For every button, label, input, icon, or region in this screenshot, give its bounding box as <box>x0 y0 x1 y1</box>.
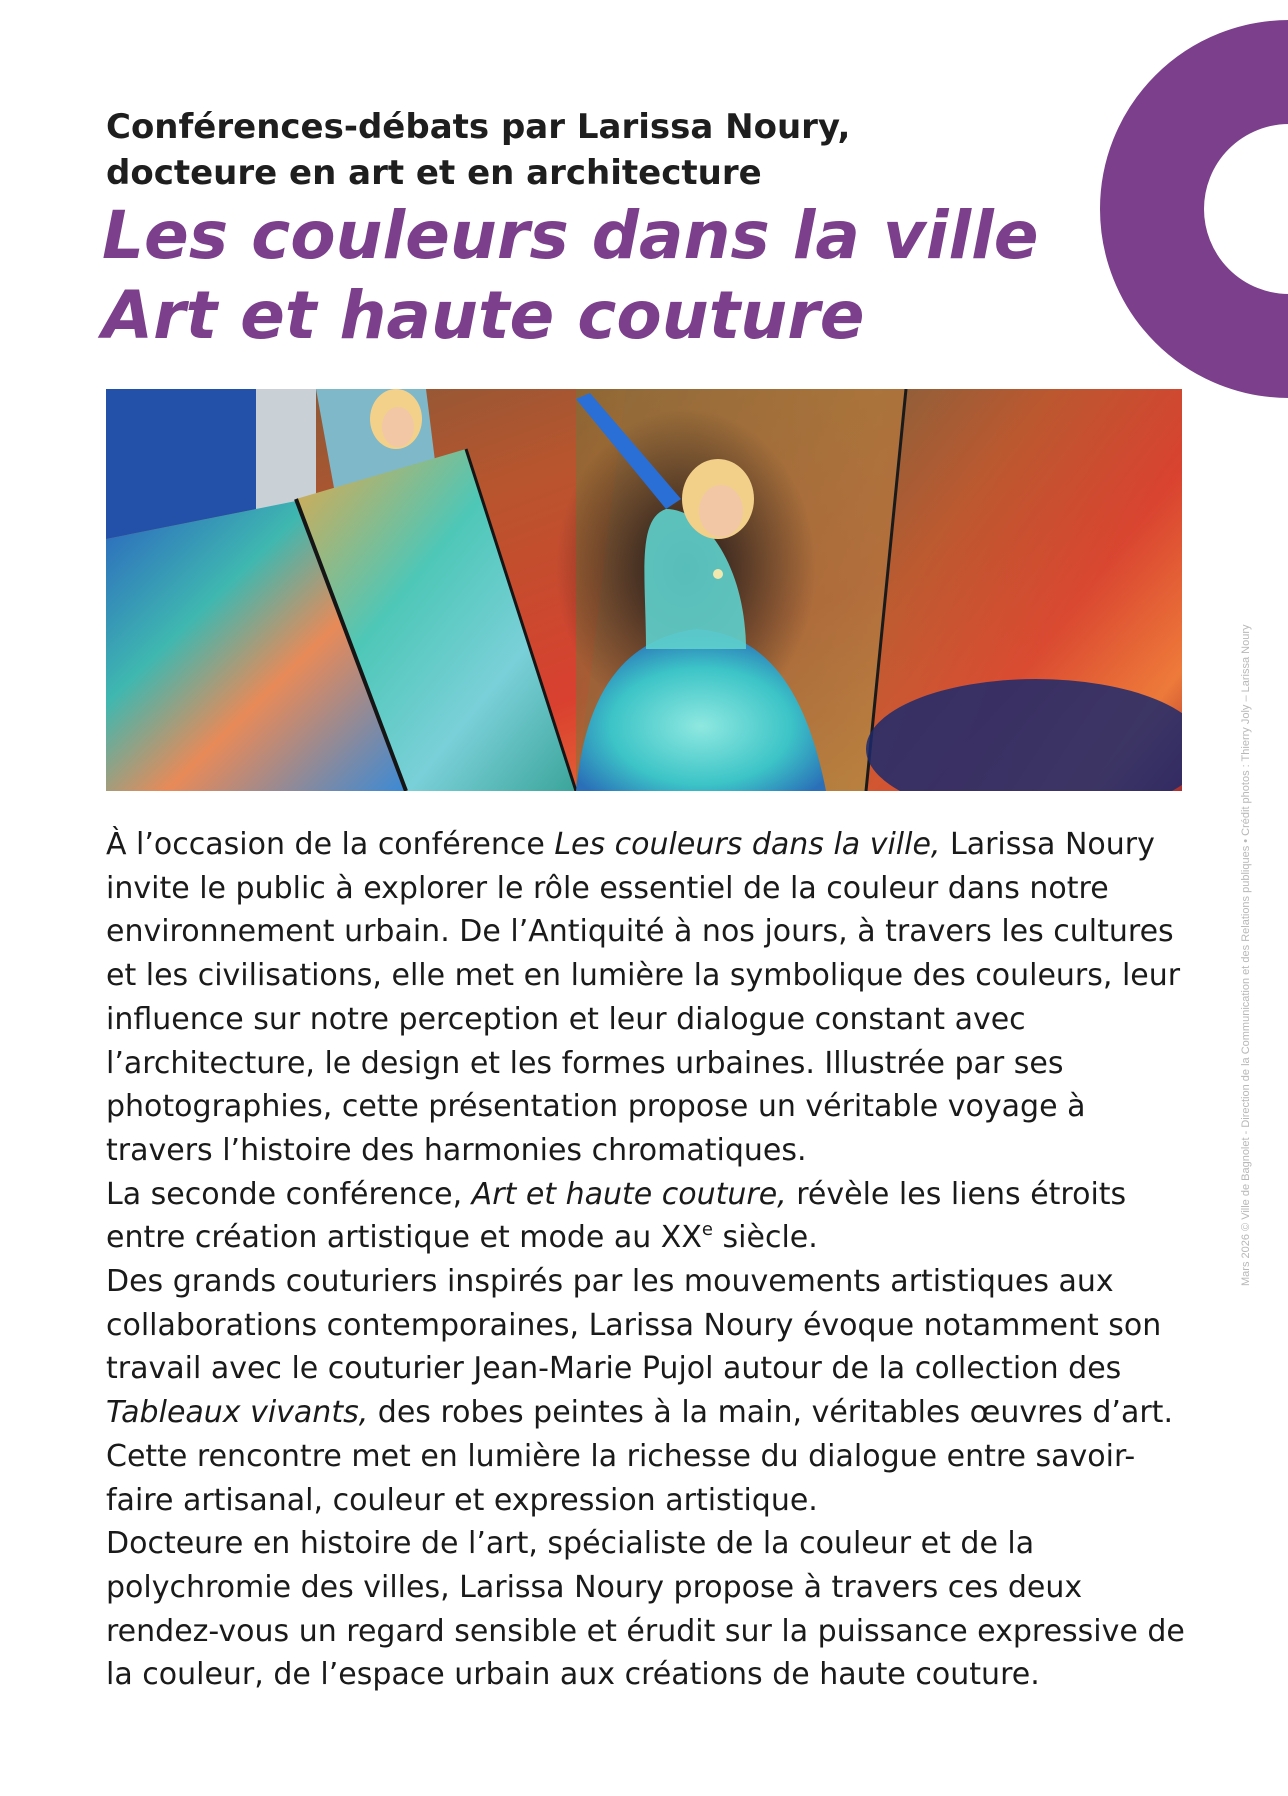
paragraph-1 <box>106 823 1186 1173</box>
paragraph-1-text-a: À l’occasion de la conférence <box>106 827 555 862</box>
paragraph-3-text-a: Des grands couturiers inspirés par les mouvements artistiques aux collaborations contemporaines, Larissa Noury évoque notamment son travail avec le couturier Jean-Marie Pujol autour de la collection des <box>106 1264 1162 1387</box>
page-title <box>102 196 1102 356</box>
century-superscript: e <box>701 1219 713 1241</box>
pretitle-line-2: docteure en art et en architecture <box>106 153 762 193</box>
paragraph-2 <box>106 1173 1186 1260</box>
photo-credit-text: Mars 2026 © Ville de Bagnolet - Direction de la Communication et des Relations publiques • Crédit photos : Thierry Joly – Larissa Noury <box>1240 624 1252 1286</box>
hero-photo <box>106 389 1182 791</box>
photo-credit <box>1238 506 1260 1286</box>
paragraph-2-text-a: La seconde conférence, <box>106 1176 472 1212</box>
pretitle <box>106 104 1006 196</box>
paragraph-3-emphasis: Tableaux vivants, <box>106 1395 369 1431</box>
article-body <box>106 823 1186 1697</box>
pretitle-line-1: Conférences-débats par Larissa Noury, <box>106 107 851 147</box>
paragraph-4: Docteure en histoire de l’art, spécialiste de la couleur et de la polychromie des villes, Larissa Noury propose à travers ces deux rendez-vous un regard sensible et érudit sur la puissance expressive de la couleur, de l’espace urbain aux créations de haute couture. <box>106 1526 1185 1693</box>
decorative-ring <box>1100 20 1288 398</box>
title-line-2: Art et haute couture <box>102 277 865 354</box>
paragraph-2-text-c: siècle. <box>713 1220 818 1256</box>
paragraph-3 <box>106 1260 1186 1522</box>
paragraph-2-emphasis: Art et haute couture, <box>471 1176 787 1212</box>
title-line-1: Les couleurs dans la ville <box>102 197 1039 274</box>
paragraph-2-text-b: révèle les liens étroits entre création artistique et mode au XX <box>106 1176 1127 1256</box>
paragraph-1-text-b: Larissa Noury invite le public à explorer le rôle essentiel de la couleur dans notre environnement urbain. De l’Antiquité à nos jours, à travers les cultures et les civilisations, elle met en lumière la symbolique des couleurs, leur influence sur notre perception et leur dialogue constant avec l’architecture, le design et les formes urbaines. Illustrée par ses photographies, cette présentation propose un véritable voyage à travers l’histoire des harmonies chromatiques. <box>106 827 1181 1168</box>
paragraph-3-text-b: des robes peintes à la main, véritables œuvres d’art. Cette rencontre met en lumière la richesse du dialogue entre savoir-faire artisanal, couleur et expression artistique. <box>106 1395 1173 1518</box>
paragraph-1-emphasis: Les couleurs dans la ville, <box>554 827 941 862</box>
hero-photo-illustration <box>106 389 1182 791</box>
